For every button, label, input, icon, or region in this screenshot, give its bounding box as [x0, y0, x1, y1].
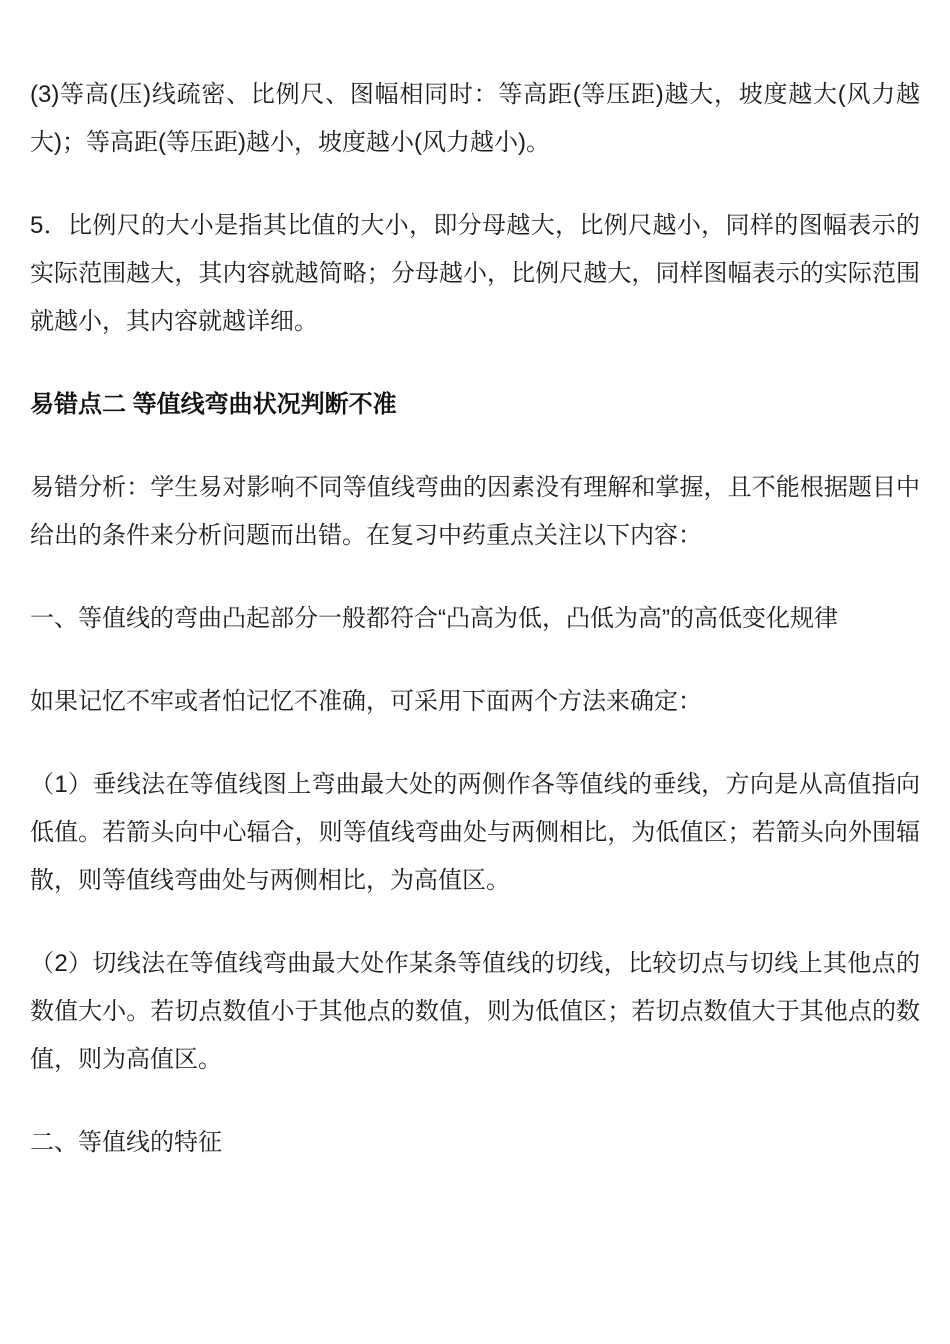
- paragraph-method-two-tangent: （2）切线法在等值线弯曲最大处作某条等值线的切线，比较切点与切线上其他点的数值大小。若切点数值小于其他点的数值，则为低值区；若切点数值大于其他点的数值，则为高值区。: [30, 950, 920, 1073]
- paragraph-method-one-perpendicular: （1）垂线法在等值线图上弯曲最大处的两侧作各等值线的垂线，方向是从高值指向低值。若箭头向中心辐合，则等值线弯曲处与两侧相比，为低值区；若箭头向外围辐散，则等值线弯曲处与两侧相比，为高值区。: [30, 771, 920, 894]
- heading-error-point-two: 易错点二 等值线弯曲状况判断不准: [30, 391, 397, 418]
- paragraph-contour-spacing-rule: (3)等高(压)线疏密、比例尺、图幅相同时：等高距(等压距)越大，坡度越大(风力越大)；等高距(等压距)越小，坡度越小(风力越小)。: [30, 81, 920, 156]
- paragraph-section-one-bend-rule: 一、等值线的弯曲凸起部分一般都符合“凸高为低，凸低为高”的高低变化规律: [30, 605, 838, 632]
- paragraph-error-analysis: 易错分析：学生易对影响不同等值线弯曲的因素没有理解和掌握，且不能根据题目中给出的条件来分析问题而出错。在复习中药重点关注以下内容：: [30, 474, 920, 549]
- paragraph-map-scale-rule: 5．比例尺的大小是指其比值的大小，即分母越大，比例尺越小，同样的图幅表示的实际范围越大，其内容就越简略；分母越小，比例尺越大，同样图幅表示的实际范围就越小，其内容就越详细。: [30, 212, 920, 335]
- paragraph-memory-methods-intro: 如果记忆不牢或者怕记忆不准确，可采用下面两个方法来确定：: [30, 688, 702, 715]
- paragraph-section-two-characteristics: 二、等值线的特征: [30, 1129, 222, 1156]
